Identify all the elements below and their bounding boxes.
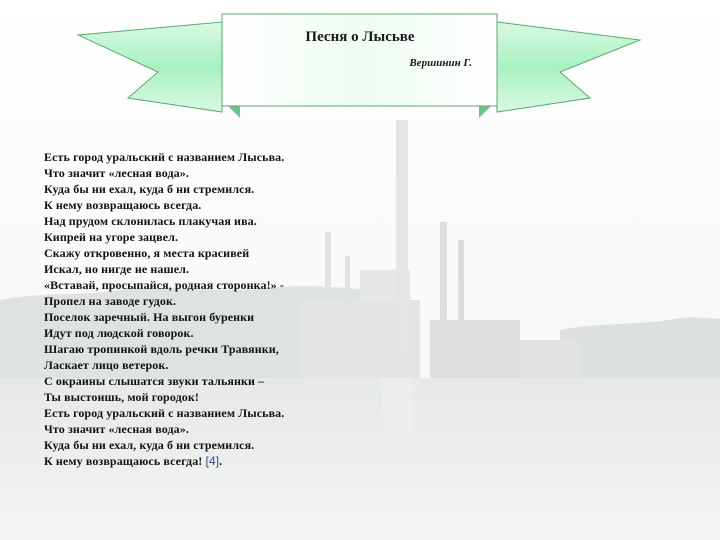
chimney: [440, 222, 447, 322]
citation-reference: [4]: [205, 454, 220, 468]
river-reflection: [380, 378, 414, 470]
poem-line: Куда бы ни ехал, куда б ни стремился.: [44, 182, 255, 196]
poem-line: Шагаю тропинкой вдоль речки Травянки,: [44, 342, 279, 356]
poem-line: Идут под людской говорок.: [44, 326, 194, 340]
poem-last-line-text: К нему возвращаюсь всегда!: [44, 454, 206, 468]
factory-building: [430, 320, 520, 380]
chimney: [458, 240, 464, 320]
poem-line: Над прудом склонилась плакучая ива.: [44, 214, 257, 228]
poem-line: Есть город уральский с названием Лысьва.: [44, 406, 285, 420]
poem-line: Кипрей на угоре зацвел.: [44, 230, 179, 244]
poem-line: Ты выстоишь, мой городок!: [44, 390, 199, 404]
poem-last-line: [44, 453, 344, 469]
poem-lines: [44, 149, 344, 453]
poem-line: Скажу откровенно, я места красивей: [44, 246, 250, 260]
poem-line: К нему возвращаюсь всегда.: [44, 198, 202, 212]
chimney: [345, 256, 350, 306]
poem-last-line-suffix: .: [219, 454, 223, 468]
poem-line: Что значит «лесная вода».: [44, 166, 189, 180]
treeline-right: [560, 317, 720, 380]
poem-line: Есть город уральский с названием Лысьва.: [44, 150, 285, 164]
poem-line: Искал, но нигде не нашел.: [44, 262, 190, 276]
poem-line: «Вставай, просыпайся, родная сторонка!» -: [44, 278, 284, 292]
author-name: Вершинин Г.: [409, 57, 472, 69]
chimney: [396, 120, 408, 350]
poem-line: Ласкает лицо ветерок.: [44, 358, 169, 372]
page-title: Песня о Лысьве: [305, 29, 415, 45]
poem-text: [44, 149, 344, 469]
poem-line: Что значит «лесная вода».: [44, 422, 189, 436]
poem-line: С окраины слышатся звуки тальянки –: [44, 374, 265, 388]
poem-line: Пропел на заводе гудок.: [44, 294, 177, 308]
factory-building: [520, 340, 580, 380]
poem-line: Поселок заречный. На выгон буренки: [44, 310, 255, 324]
poem-line: Куда бы ни ехал, куда б ни стремился.: [44, 438, 255, 452]
